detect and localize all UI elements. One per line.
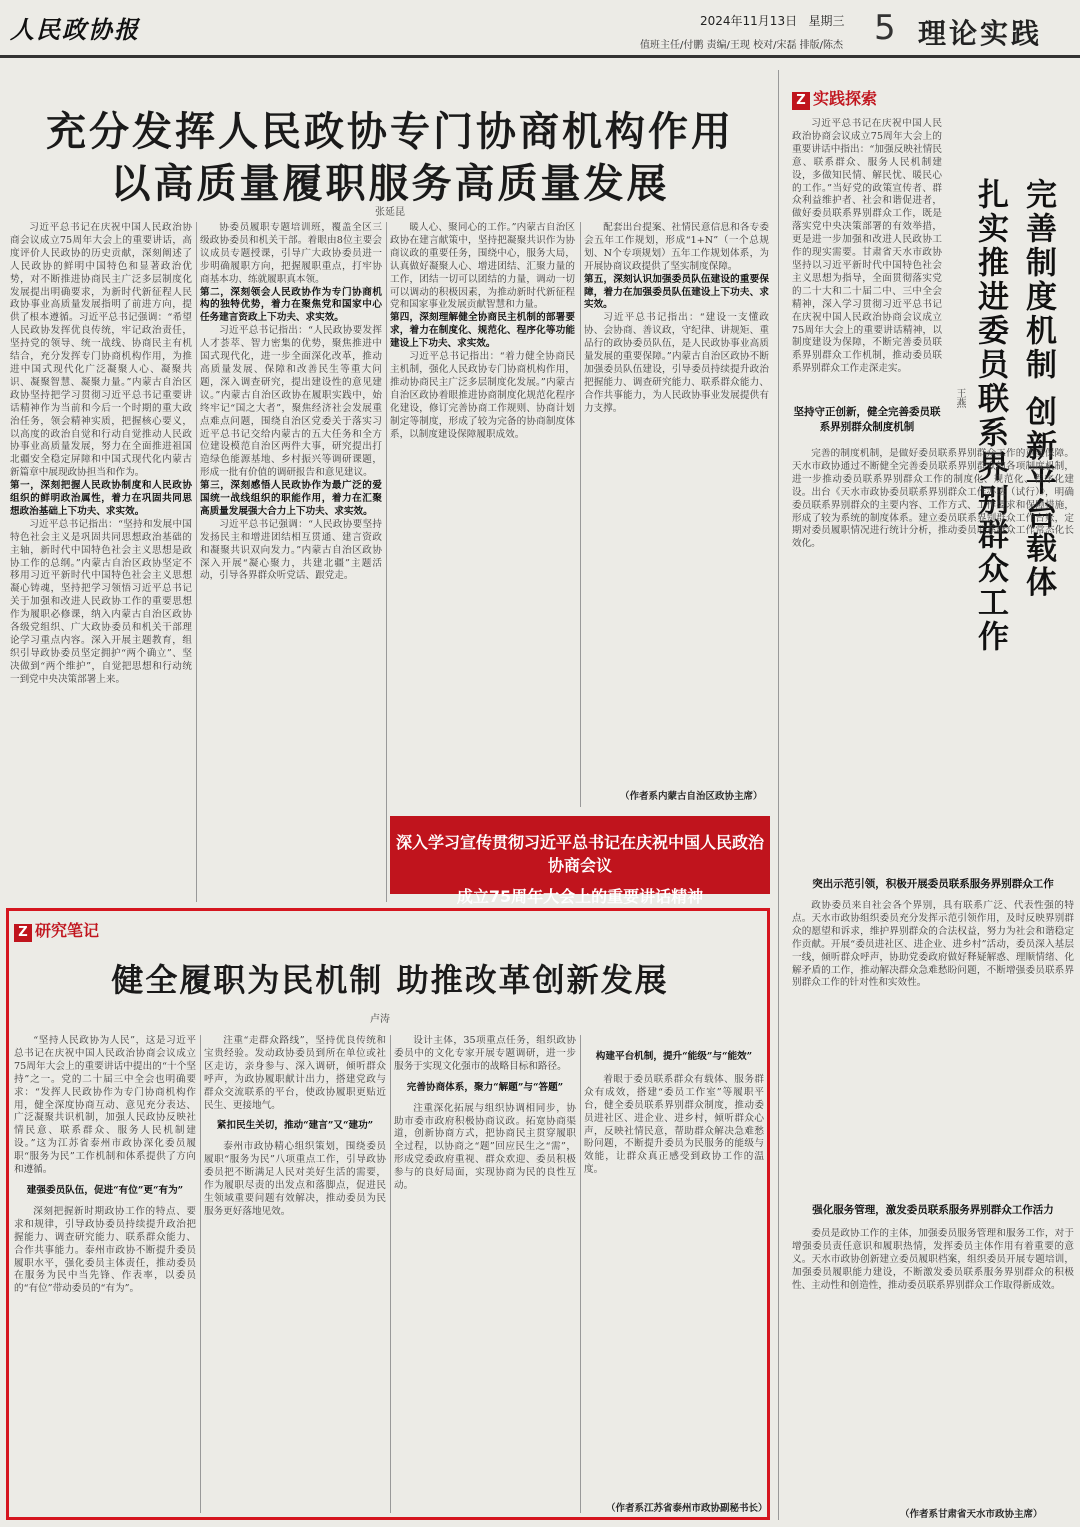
lead-column-1 xyxy=(10,222,192,902)
column-divider xyxy=(580,1035,581,1513)
lead-subheading: 第五，深刻认识加强委员队伍建设的重要保障，着力在加强委员队伍建设上下功夫、求实效。 xyxy=(584,273,769,311)
feature-paragraph: 着眼于委员联系群众有载体、服务群众有成效，搭建“委员工作室”等履职平台，健全委员联系界别群众制度，推动委员进社区、进企业、进乡村，倾听群众心声，反映社情民意，帮助群众解决急难愁盼问题，不断提升委员为民服务的能级与效能，让群众真正感受到政协工作的温度。 xyxy=(584,1073,764,1176)
lead-subheading: 第一，深刻把握人民政协制度和人民政协组织的鲜明政治属性，着力在巩固共同思想政治基础上下功夫、求实效。 xyxy=(10,480,192,517)
lead-subheading: 第二，深刻领会人民政协作为专门协商机构的独特优势，着力在聚焦党和国家中心任务建言资政上下功夫、求实效。 xyxy=(200,286,382,324)
right-body-1 xyxy=(792,448,1074,858)
lead-paragraph: 习近平总书记指出：“坚持和发展中国特色社会主义是巩固共同思想政治基础的主轴，新时代中国特色社会主义思想是政协工作的总纲。”内蒙古自治区政协坚定不移用习近平新时代中国特色社会主义思想凝心铸魂，坚持把学习领悟习近平总书记关于加强和改进人民政协工作的重要思想作为履职必修课，纳入内蒙古自治区政协各级党组织、广大政协委员和机关干部理论学习重点内容。深入开展主题教育，组织引导政协委员坚定拥护“两个确立”、坚决做到“两个维护”，自觉把思想和行动统一到党中央决策部署上来。 xyxy=(10,518,192,685)
right-paragraph: 委员是政协工作的主体，加强委员服务管理和服务工作，对于增强委员责任意识和履职热情，发挥委员主体作用有着重要的意义。天水市政协创新建立委员履职档案，组织委员开展专题培训，加强委员履职能力建设，不断激发委员联系服务界别群众的积极性、主动性和创造性，推动委员联系界别群众工作取得新成效。 xyxy=(792,1228,1074,1291)
feature-paragraph: 设计主体，35项重点任务，组织政协委员中的文化专家开展专题调研，进一步服务于实现文化强市的战略目标和路径。 xyxy=(394,1035,576,1072)
dateline xyxy=(700,12,845,29)
feature-column-3 xyxy=(394,1035,576,1513)
lead-column-2 xyxy=(200,222,382,902)
lead-paragraph: 习近平总书记指出：“着力健全协商民主机制，强化人民政协专门协商机构作用，推动协商民主广泛多层制度化发展。”内蒙古自治区政协着眼推进协商制度化规范化程序化建设，修订完善协商工作规则、协商计划制定等制度，形成了较为完备的协商制度体系，以制度建设保障履职成效。 xyxy=(390,351,575,440)
lead-author-credit: （作者系内蒙古自治区政协主席） xyxy=(620,791,763,802)
right-section-tag xyxy=(792,86,877,110)
lead-author: 张延昆 xyxy=(375,207,405,218)
right-body-2 xyxy=(792,900,1074,1190)
right-subheading-3: 强化服务管理，激发委员联系服务界别群众工作活力 xyxy=(812,1204,1054,1216)
editor-credits: 值班主任/付鹏 责编/王现 校对/宋磊 排版/陈杰 xyxy=(640,40,844,51)
issue-weekday: 星期三 xyxy=(808,14,845,28)
right-intro xyxy=(792,118,942,388)
column-divider xyxy=(196,222,197,902)
masthead xyxy=(0,0,1080,58)
feature-subheading: 紧扣民生关切，推动“建言”又“建功” xyxy=(216,1120,374,1132)
feature-paragraph: 深刻把握新时期政协工作的特点、要求和规律，引导政协委员持续提升政治把握能力、调查研究能力、联系群众能力、合作共事能力。泰州市政协不断提升委员履职水平，强化委员主体责任，推动委员在服务为民中当先锋、作表率，以委员的“有位”带动委员的“有为”。 xyxy=(14,1205,196,1295)
lead-paragraph: 习近平总书记指出：“人民政协要发挥人才荟萃、智力密集的优势，聚焦推进中国式现代化，进一步全面深化改革，推动高质量发展、保障和改善民生等重大问题，深入调查研究，提出建设性的意见建议。”内蒙古自治区政协在履职实践中，始终牢记“国之大者”，聚焦经济社会发展重点难点问题，围绕自治区党委关于落实习近平总书记交给内蒙古的五大任务和全方位建设模范自治区两件大事，研究提出打造绿色能源基地、乡村振兴等调研课题，形成一批有价值的调研报告和意见建议。 xyxy=(200,325,382,479)
feature-paragraph: 注重深化拓展与组织协调相同步，协助市委市政府积极协商议政。拓宽协商渠道，创新协商方式，把协商民主贯穿履职全过程，以协商之“题”回应民生之“需”，形成党委政府重视、群众欢迎、委员积极参与的良好局面，实现协商为民的良性互动。 xyxy=(394,1102,576,1192)
feature-author-credit: （作者系江苏省泰州市政协副秘书长） xyxy=(606,1503,768,1514)
lead-paragraph: 配套出台提案、社情民意信息和各专委会五年工作规划，形成“1+N”（一个总规划、N个专项规划）五年工作规划体系，为开展协商议政提供了坚实制度保障。 xyxy=(584,222,769,272)
right-author-credit: （作者系甘肃省天水市政协主席） xyxy=(900,1509,1043,1520)
column-divider xyxy=(390,1035,391,1513)
section-title: 理论实践 xyxy=(918,17,1043,50)
feature-tag-label: 研究笔记 xyxy=(35,921,100,940)
lead-paragraph: 暖人心、聚同心的工作。”内蒙古自治区政协在建言献策中，坚持把凝聚共识作为协商议政的重要任务，围绕中心，服务大局，认真做好凝聚人心、增进团结、汇聚力量的工作，团结一切可以团结的力量，调动一切可以调动的积极因素，为推动新时代新征程党和国家事业发展贡献智慧和力量。 xyxy=(390,222,575,311)
feature-paragraph: 注重“走群众路线”，坚持优良传统和宝贵经验。发动政协委员到所在单位或社区走访，亲身参与、深入调研，倾听群众呼声，为政协履职献计出力，搭建党政与群众交流联系的平台，使政协履职更贴近民生、更接地气。 xyxy=(204,1035,386,1111)
right-title-col2: 扎实推进委员联系界别群众工作 xyxy=(972,178,1008,654)
column-divider xyxy=(200,1035,201,1513)
lead-subheading: 第四，深刻理解健全协商民主机制的部署要求，着力在制度化、规范化、程序化等功能建设上下功夫、求实效。 xyxy=(390,312,575,350)
lead-paragraph: 习近平总书记在庆祝中国人民政治协商会议成立75周年大会上的重要讲话，高度评价人民政协的历史贡献，深刻阐述了人民政协的鲜明中国特色和显著政治优势，对不断推进协商民主广泛多层制度化发展提出明确要求，为新时代新征程人民政协事业高质量发展指明了前进方向，提供了根本遵循。习近平总书记强调：“希望人民政协发挥优良传统，牢记政治责任，坚持党的领导、统一战线、协商民主有机结合，充分发挥专门协商机构作用，为推进中国式现代化广泛凝聚人心、凝聚共识、凝聚智慧、凝聚力量。”内蒙古自治区政协坚持把学习贯彻习近平总书记重要讲话精神作为当前和今后一个时期的重大政治任务，领会精神实质，把握核心要义，以高度的政治自觉和行动自觉推动人民政协事业高质量发展，努力在全面推进祖国北疆安全稳定屏障和中国式现代化内蒙古新篇章中展现政协担当和作为。 xyxy=(10,222,192,479)
right-author: 王燕 xyxy=(954,388,965,408)
lead-title-line1: 充分发挥人民政协专门协商机构作用 xyxy=(46,109,734,155)
feature-column-1 xyxy=(14,1035,196,1513)
column-divider xyxy=(386,222,387,902)
z-tag-icon: Z xyxy=(792,92,810,110)
feature-subheading: 完善协商体系，聚力“解题”与“答题” xyxy=(406,1081,564,1093)
feature-subheading: 构建平台机制，提升“能级”与“能效” xyxy=(595,1051,753,1062)
right-subheading-2: 突出示范引领，积极开展委员联系服务界别群众工作 xyxy=(812,878,1054,890)
feature-paragraph: 泰州市政协精心组织策划，围绕委员履职“服务为民”八项重点工作，引导政协委员把不断满足人民对美好生活的需要，作为履职尽责的出发点和落脚点，促进民生领域重要问题有效解决，推动委员为民服务更好落地见效。 xyxy=(204,1141,386,1217)
campaign-banner xyxy=(390,816,770,906)
lead-title-line2: 以高质量履职服务高质量发展 xyxy=(110,161,670,207)
right-body-3 xyxy=(792,1228,1074,1498)
feature-author: 卢涛 xyxy=(370,1014,390,1025)
page-number: 5 xyxy=(874,8,896,48)
feature-title: 健全履职为民机制 助推改革创新发展 xyxy=(111,961,669,999)
feature-paragraph: “坚持人民政协为人民”，这是习近平总书记在庆祝中国人民政治协商会议成立75周年大会上的重要讲话中提出的“十个坚持”之一。党的二十届三中全会也明确要求：“发挥人民政协作为专门协商机构作用，健全深度协商互动、意见充分表达、广泛凝聚共识机制，加强人民政协反映社情民意、联系群众、服务人民机制建设。”这为江苏省泰州市政协深化委员履职“服务为民”工作机制和体系提供了方向和遵循。 xyxy=(14,1035,196,1176)
feature-subheading: 建强委员队伍，促进“有位”更“有为” xyxy=(26,1184,184,1196)
banner-line1: 深入学习宣传贯彻习近平总书记在庆祝中国人民政治协商会议 xyxy=(395,833,764,875)
lead-column-4 xyxy=(584,222,769,782)
feature-column-2 xyxy=(204,1035,386,1513)
right-paragraph: 政协委员来自社会各个界别，具有联系广泛、代表性强的特点。天水市政协组织委员充分发挥示范引领作用，及时反映界别群众的愿望和诉求，维护界别群众的合法权益，努力为社会和谐稳定作贡献。开展“委员进社区、进企业、进乡村”活动，委员深入基层一线，倾听群众呼声，协助党委政府做好释疑解惑、理顺情绪、化解矛盾的工作，推动解决群众急难愁盼问题，不断增强委员联系界别群众工作的针对性和实效性。 xyxy=(792,900,1074,989)
feature-section-tag xyxy=(14,918,99,942)
z-tag-icon: Z xyxy=(14,924,32,942)
lead-paragraph: 协委员履职专题培训班，覆盖全区三级政协委员和机关干部。着眼由8位主要会议成员专题授课，引导广大政协委员进一步明确履职方向，把握履职重点，打牢协商基本功、练就履职真本领。 xyxy=(200,222,382,285)
lead-subheading: 第三，深刻感悟人民政协作为最广泛的爱国统一战线组织的职能作用，着力在汇聚高质量发展强大合力上下功夫、求实效。 xyxy=(200,480,382,517)
right-paragraph: 习近平总书记在庆祝中国人民政治协商会议成立75周年大会上的重要讲话中指出：“加强反映社情民意、联系群众、服务人民机制建设，多做知民情、解民忧、暖民心的工作。”当好党的政策宣传者、群众利益维护者、社会和谐促进者，做好委员联系界别群众工作，既是落实党中央决策部署的有效举措，更是进一步加强和改进人民政协工作的现实需要。甘肃省天水市政协坚持以习近平新时代中国特色社会主义思想为指导，全面贯彻落实党的二十大和二十届二中、三中全会精神，深入学习贯彻习近平总书记在庆祝中国人民政治协商会议成立75周年大会上的重要讲话精神，以制度建设为保障，不断完善委员联系界别群众工作机制，推动委员联系界别群众工作走深走实。 xyxy=(792,118,942,375)
right-tag-label: 实践探索 xyxy=(813,89,878,108)
right-paragraph: 完善的制度机制，是做好委员联系界别群众工作的重要保障。天水市政协通过不断健全完善委员联系界别群众的各项制度机制，进一步推动委员联系界别群众工作的制度化、规范化、程序化建设。出台《天水市政协委员联系界别群众工作办法（试行）》，明确委员联系界别群众的主要内容、工作方式、工作要求和保障措施，形成了较为系统的制度体系。建立委员联系界别群众工作台账，定期对委员履职情况进行统计分析，推动委员联系群众工作常态化长效化。 xyxy=(792,448,1074,550)
lead-paragraph: 习近平总书记强调：“人民政协要坚持发扬民主和增进团结相互贯通、建言资政和凝聚共识双向发力。”内蒙古自治区政协深入开展“凝心聚力，共建北疆”主题活动，引导各界群众听党话、跟党走。 xyxy=(200,518,382,582)
right-title-col1: 完善制度机制 创新平台载体 xyxy=(1020,178,1056,600)
banner-line2: 成立75周年大会上的重要讲话精神 xyxy=(456,887,704,906)
column-divider xyxy=(580,222,581,807)
section-divider xyxy=(778,70,779,1520)
issue-date: 2024年11月13日 xyxy=(700,14,798,28)
lead-column-3 xyxy=(390,222,575,807)
right-subheading-1: 坚持守正创新，健全完善委员联系界别群众制度机制 xyxy=(793,406,941,433)
feature-column-4 xyxy=(584,1035,764,1495)
newspaper-logo: 人民政协报 xyxy=(10,15,140,44)
lead-paragraph: 习近平总书记指出：“建设一支懂政协、会协商、善议政，守纪律、讲规矩、重品行的政协委员队伍，是人民政协事业高质量发展的重要保障。”内蒙古自治区政协不断加强委员队伍建设，引导委员持续提升政治把握能力、调查研究能力、联系群众能力、合作共事能力，为人民政协事业发展提供有力支撑。 xyxy=(584,312,769,414)
